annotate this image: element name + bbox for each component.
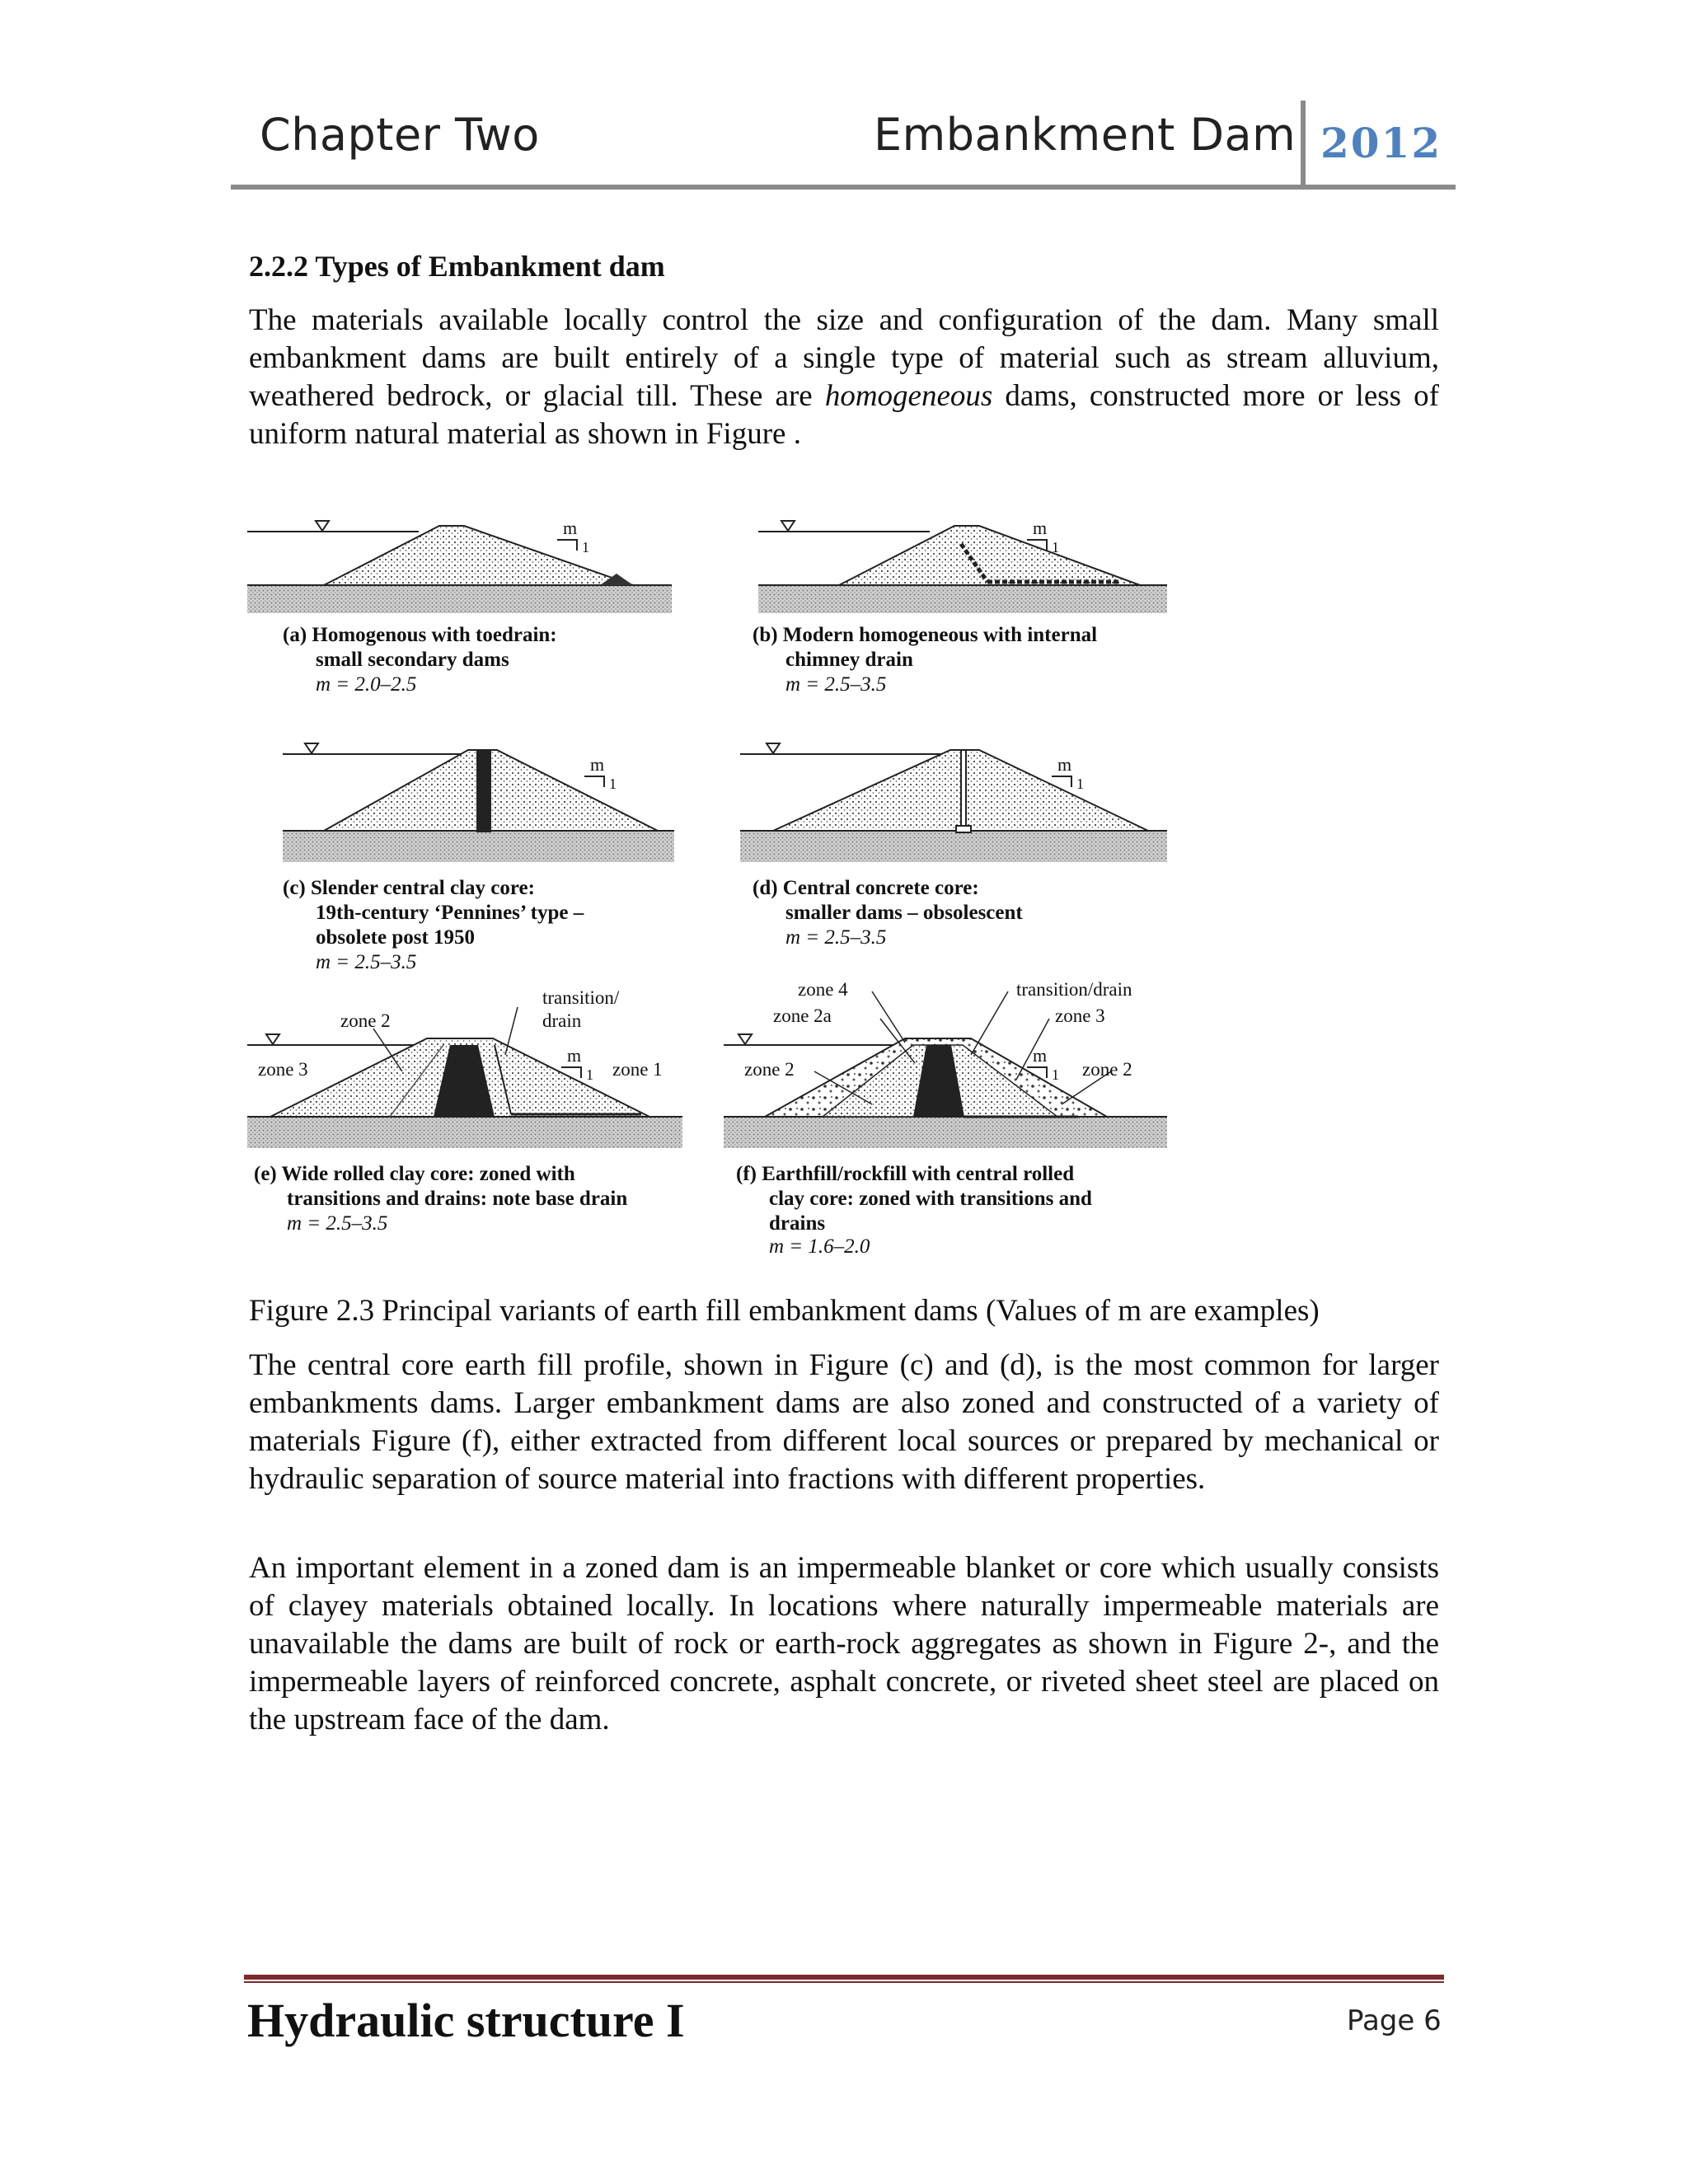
panel-e-line1: (e) Wide rolled clay core: zoned with [254,1163,575,1185]
header-chapter: Chapter Two [260,109,540,161]
panel-f-label-zone3: zone 3 [1055,1005,1105,1026]
panel-f-label-transition-drain: transition/drain [1016,979,1132,1000]
panel-f-line2: clay core: zoned with transitions and [769,1188,1092,1210]
panel-f-diagram [724,979,1167,1148]
panel-d-slope-1: 1 [1076,776,1084,792]
panel-a-water-icon [316,521,329,531]
panel-d-slope-m: m [1057,754,1072,775]
panel-a-ground [247,585,672,613]
panel-a-line2: small secondary dams [316,649,509,671]
panel-d-concrete-core [961,750,966,832]
panel-a-slope-1: 1 [582,539,589,555]
panel-a-diagram [247,518,672,613]
panel-f-line1: (f) Earthfill/rockfill with central rolled [736,1163,1075,1185]
footer-title: Hydraulic structure I [247,1994,685,2047]
p1-italic-term: homogeneous [824,379,993,413]
panel-f-label-zone2a: zone 2a [773,1005,832,1026]
paragraph-2: The central core earth fill profile, shown in Figure (c) and (d), is the most common for larger embankments dams. Larger embankment dams are also zoned and constructed of a variety of materials Figure (f), either extracted from different local sources or prepared by mechanical or hydraulic separation of source material into fractions with different properties. [249,1348,1439,1496]
header-title: Embankment Dam [874,109,1296,161]
panel-e-slope-1: 1 [586,1066,593,1083]
figure-caption: Figure 2.3 Principal variants of earth fill embankment dams (Values of m are examples) [249,1294,1320,1328]
header-year: 2012 [1320,119,1442,167]
panel-e-water-icon [266,1034,279,1044]
panel-f-label-zone2-right: zone 2 [1082,1059,1132,1080]
panel-f-slope-1: 1 [1052,1066,1059,1083]
footer-rule-thick [244,1975,1444,1980]
panel-f-label-zone4: zone 4 [798,979,848,1000]
panel-d-line2: smaller dams – obsolescent [785,902,1023,924]
panel-f-label-zone2-left: zone 2 [744,1059,795,1080]
panel-f-caption [736,1163,1092,1258]
panel-e-label-transition: transition/ [542,987,620,1008]
panel-b-water-icon [781,521,795,531]
panel-b-slope-m: m [1033,518,1048,538]
panel-c-m-value: m = 2.5–3.5 [316,951,417,973]
panel-b-embankment [839,526,1140,585]
panel-c-caption [283,877,584,973]
dam-variants-figure [246,494,1169,1261]
panel-c-water-icon [305,743,318,753]
panel-d-water-icon [767,743,780,753]
panel-e-diagram [247,987,682,1148]
panel-e-caption [254,1163,627,1235]
panel-b-caption [753,624,1097,696]
panel-c-slope-m: m [590,754,605,775]
panel-c-clay-core [476,750,491,832]
panel-f-slope-m: m [1033,1045,1048,1066]
panel-c-line3: obsolete post 1950 [316,926,476,949]
panel-c-line1: (c) Slender central clay core: [283,877,535,899]
panel-f-m-value: m = 1.6–2.0 [769,1235,870,1258]
panel-e-label-zone3: zone 3 [258,1059,308,1080]
paragraph-1 [249,302,1439,453]
panel-e-line2: transitions and drains: note base drain [287,1188,628,1210]
panel-d-m-value: m = 2.5–3.5 [785,926,887,949]
panel-a-slope-m: m [563,518,578,538]
p1-text-end: dams, constructed more or less of uniform natural material as shown in Figure . [249,379,1439,451]
panel-a-embankment [324,526,633,585]
panel-b-diagram [758,518,1167,613]
panel-b-m-value: m = 2.5–3.5 [785,673,887,696]
panel-e-label-zone2: zone 2 [340,1010,391,1031]
figure-svg [246,494,1169,1261]
panel-e-ground [247,1117,682,1148]
footer-page-number: Page 6 [1347,2004,1442,2037]
panel-e-slope-m: m [567,1045,582,1066]
panel-b-ground [758,585,1167,613]
panel-a-m-value: m = 2.0–2.5 [316,673,417,696]
panel-e-m-value: m = 2.5–3.5 [287,1212,388,1235]
panel-f-water-icon [738,1034,752,1044]
paragraph-3: An important element in a zoned dam is an impermeable blanket or core which usually consists of clayey materials obtained locally. In locations where naturally impermeable materials are unavailable the dams are built of rock or earth-rock aggregates as shown in Figure 2-, and the impermeable layers of reinforced concrete, asphalt concrete, or riveted sheet steel are placed on the upstream face of the dam. [249,1551,1439,1736]
panel-b-line2: chimney drain [785,649,913,671]
panel-c-slope-1: 1 [609,776,617,792]
footer-rule-thin [244,1981,1444,1983]
panel-b-slope-1: 1 [1052,539,1059,555]
panel-a-line1: (a) Homogenous with toedrain: [283,624,557,646]
section-heading: 2.2.2 Types of Embankment dam [249,250,665,283]
header-rule [231,185,1456,190]
panel-d-diagram [740,743,1167,862]
panel-c-diagram [283,743,674,862]
panel-a-caption [283,624,557,696]
panel-b-line1: (b) Modern homogeneous with internal [753,624,1098,646]
panel-c-ground [283,831,674,862]
p1-text-start: The materials available locally control the size and configuration of the dam. Many small embankment dams are built entirely of a single type of material such as stream alluvium, weathered bedrock, or glacial till. These are [249,303,1439,413]
panel-d-caption [753,877,1023,949]
panel-e-label-zone1: zone 1 [612,1059,663,1080]
panel-c-line2: 19th-century ‘Pennines’ type – [316,902,584,924]
header-divider [1301,101,1306,190]
panel-f-ground [724,1117,1167,1148]
panel-f-line3: drains [769,1212,826,1235]
panel-d-line1: (d) Central concrete core: [753,877,979,899]
panel-e-label-drain: drain [542,1010,582,1031]
panel-d-ground [740,831,1167,862]
